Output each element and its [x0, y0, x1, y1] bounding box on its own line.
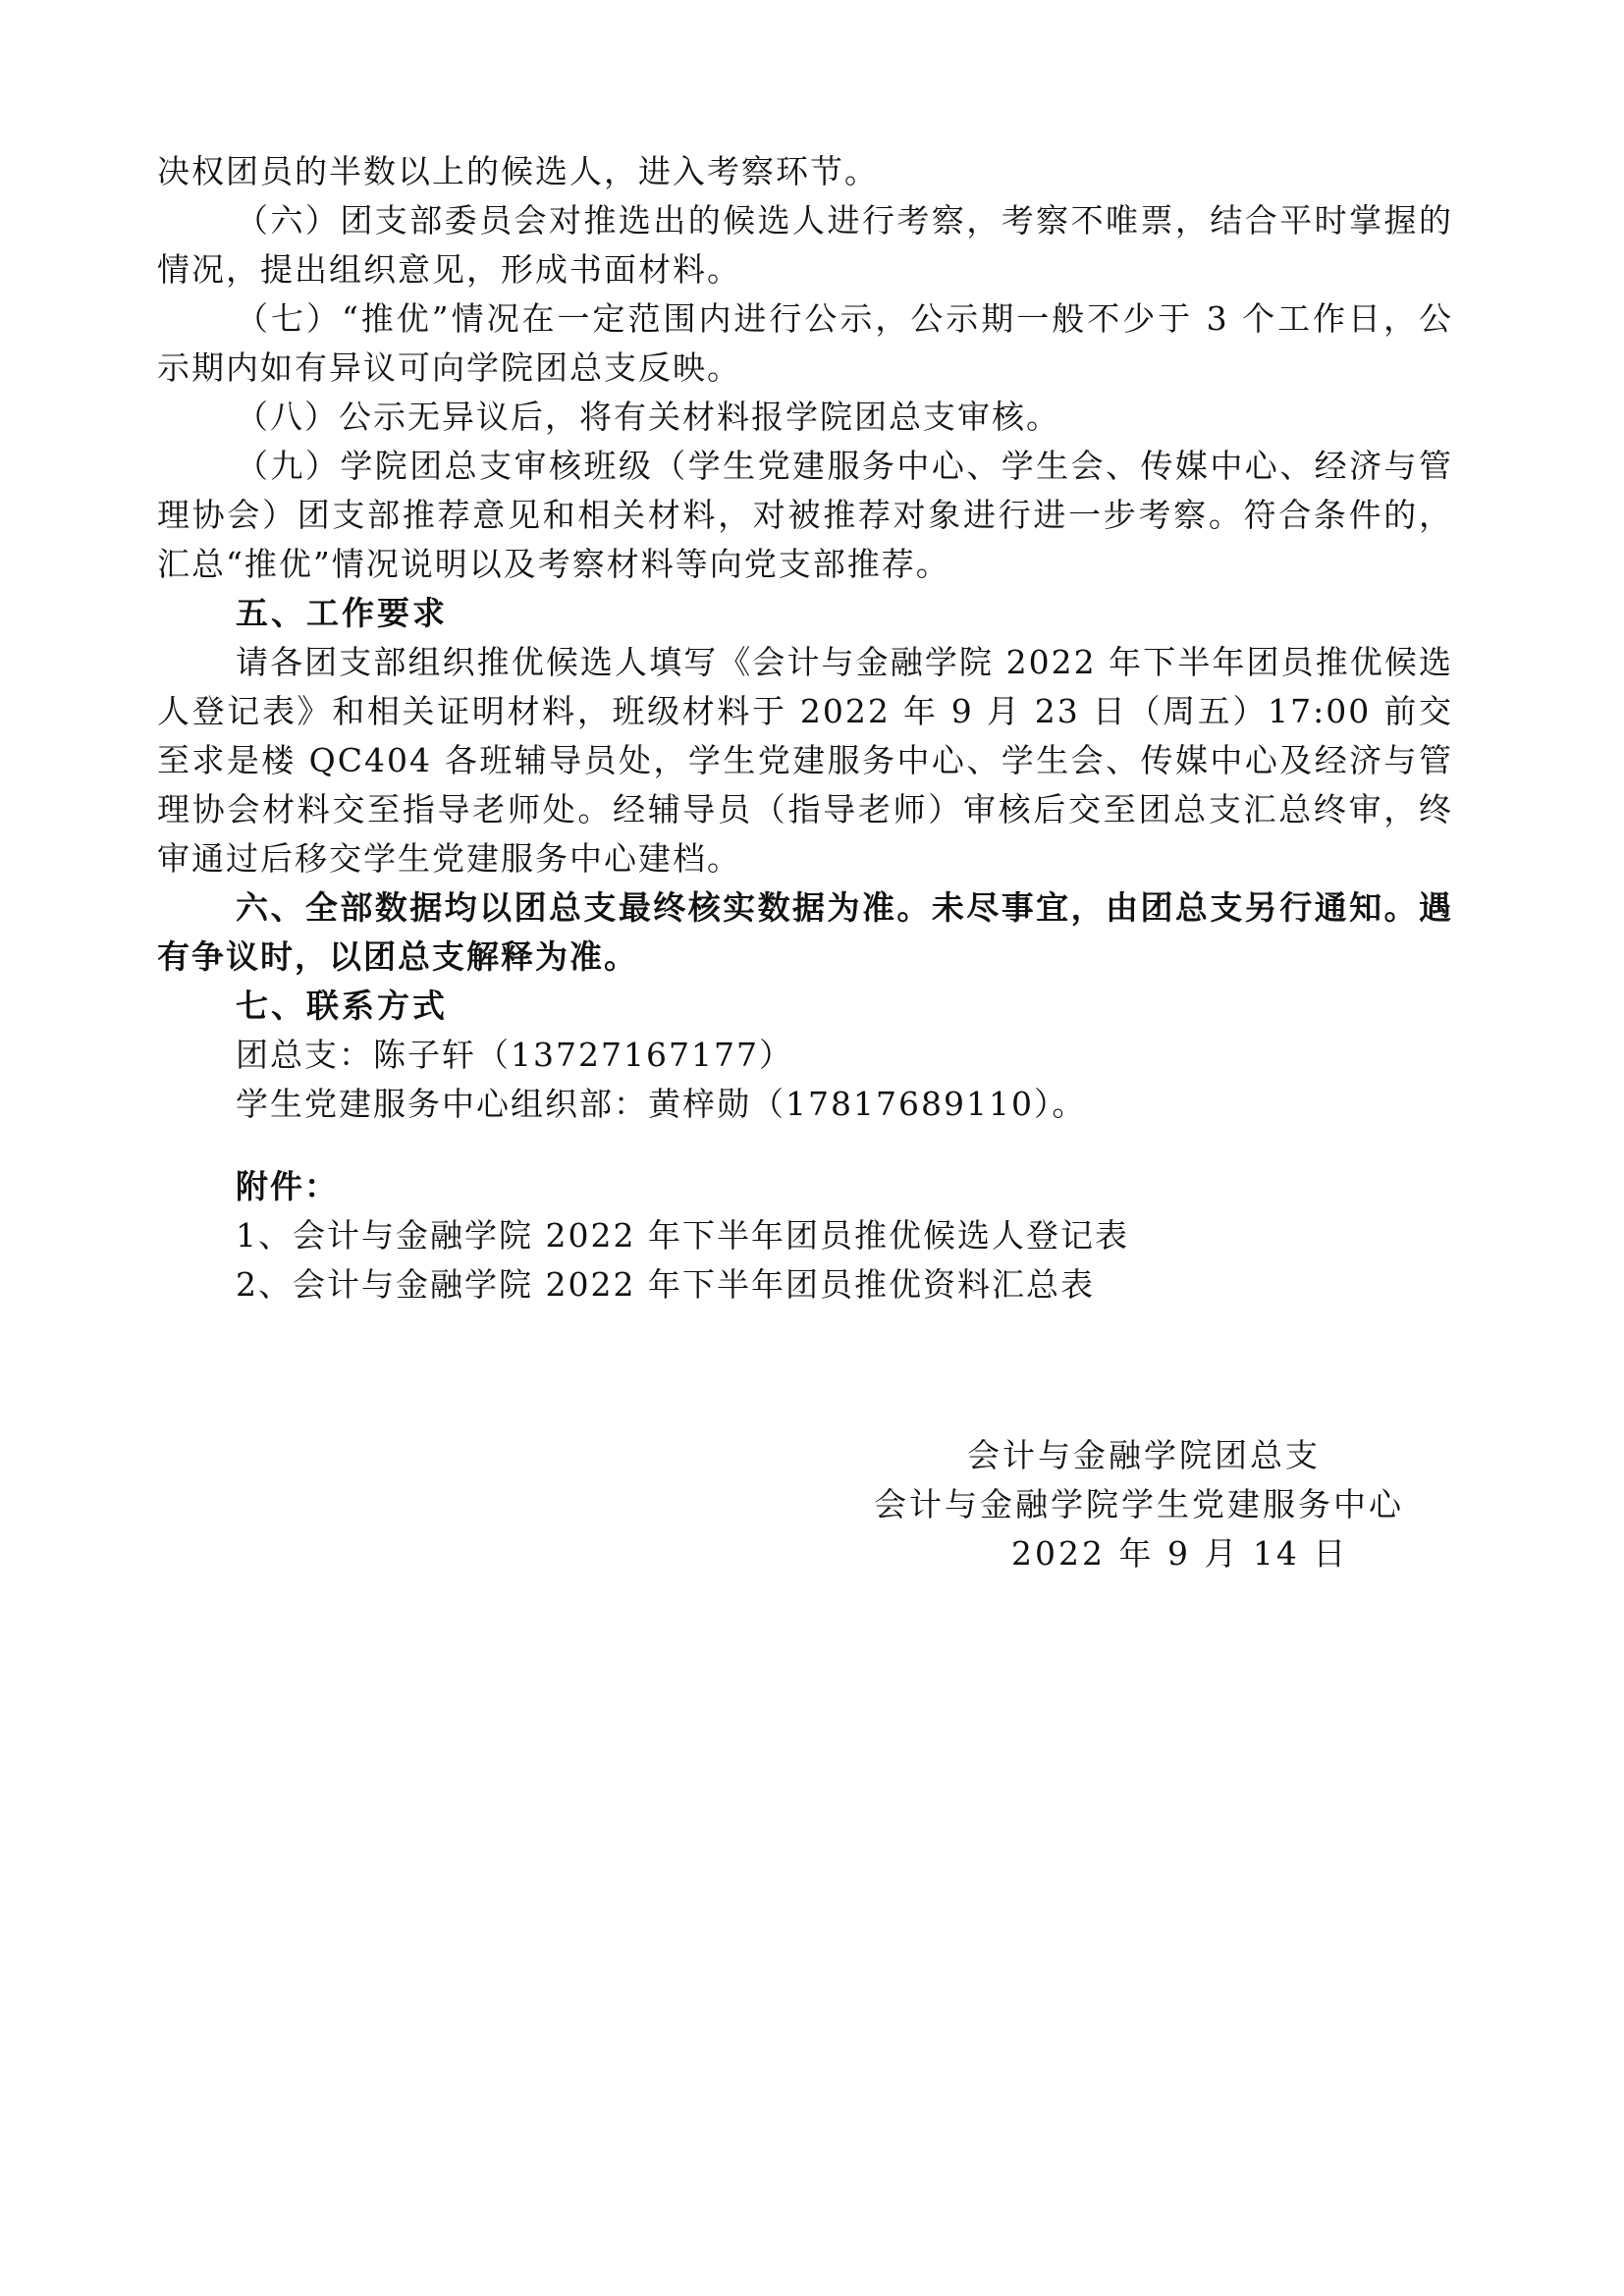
paragraph-continuation: 决权团员的半数以上的候选人，进入考察环节。: [157, 152, 879, 190]
spacer: [157, 1129, 1453, 1162]
section-7-heading: 七、联系方式: [236, 987, 448, 1025]
signature-org-2: 会计与金融学院学生党建服务中心: [874, 1485, 1404, 1523]
signature-date: 2022 年 9 月 14 日: [1011, 1534, 1349, 1573]
section-5-heading: 五、工作要求: [236, 594, 448, 632]
paragraph-item-6: （六）团支部委员会对推选出的候选人进行考察，考察不唯票，结合平时掌握的情况，提出组织意见，形成书面材料。: [157, 201, 1453, 289]
attachment-item-2: 2、会计与金融学院 2022 年下半年团员推优资料汇总表: [236, 1265, 1095, 1304]
contact-line-2: 学生党建服务中心组织部：黄梓勋（17817689110）。: [236, 1085, 1087, 1123]
paragraph-item-9: （九）学院团总支审核班级（学生党建服务中心、学生会、传媒中心、经济与管理协会）团支部推荐意见和相关材料，对被推荐对象进行进一步考察。符合条件的，汇总“推优”情况说明以及考察材料等向党支部推荐。: [157, 447, 1453, 583]
contact-line-1: 团总支：陈子轩（13727167177）: [236, 1036, 793, 1074]
paragraph-item-8: （八）公示无异议后，将有关材料报学院团总支审核。: [236, 398, 1060, 436]
document-body: [157, 147, 1453, 1309]
section-6-text: 六、全部数据均以团总支最终核实数据为准。未尽事宜，由团总支另行通知。遇有争议时，以团总支解释为准。: [157, 888, 1453, 976]
signature-org-1: 会计与金融学院团总支: [967, 1436, 1321, 1474]
section-5-text: 请各团支部组织推优候选人填写《会计与金融学院 2022 年下半年团员推优候选人登记表》和相关证明材料，班级材料于 2022 年 9 月 23 日（周五）17:00 前交至求是楼 QC404 各班辅导员处，学生党建服务中心、学生会、传媒中心及经济与管理协会材料交至指导老师处。经辅导员（指导老师）审核后交至团总支汇总终审，终审通过后移交学生党建服务中心建档。: [157, 643, 1453, 878]
attachments-label: 附件：: [236, 1167, 339, 1205]
attachment-item-1: 1、会计与金融学院 2022 年下半年团员推优候选人登记表: [236, 1216, 1129, 1255]
paragraph-item-7: （七）“推优”情况在一定范围内进行公示，公示期一般不少于 3 个工作日，公示期内如有异议可向学院团总支反映。: [157, 299, 1453, 387]
